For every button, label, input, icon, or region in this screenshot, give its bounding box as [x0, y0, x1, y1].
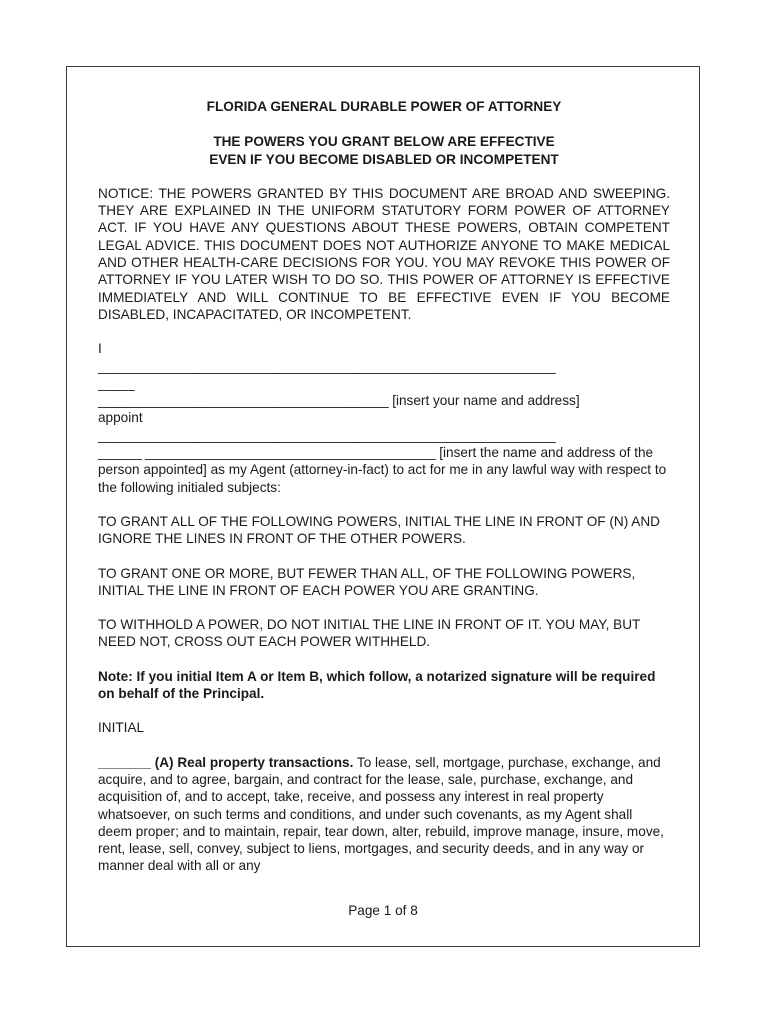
principal-blank-line-1[interactable]: _______________________________________________________________	[98, 358, 556, 374]
document-subtitle-line2: EVEN IF YOU BECOME DISABLED OR INCOMPETENT	[209, 151, 559, 167]
page-footer: Page 1 of 8	[348, 903, 418, 918]
principal-name-line	[98, 392, 670, 409]
agent-insert-note: [insert the name and address of the person appointed] as my Agent (attorney-in-fact) to act for me in any lawful way with respect to the following initialed subjects:	[98, 445, 667, 495]
principal-name-blank[interactable]: ________________________________________	[98, 393, 389, 409]
notary-note: Note: If you initial Item A or Item B, which follow, a notarized signature will be required on behalf of the Principal.	[98, 668, 656, 702]
item-a-text: To lease, sell, mortgage, purchase, exchange, and acquire, and to agree, bargain, and contract for the lease, sale, purchase, exchange, and acquisition of, and to accept, take, receive, and possess any interest in real property whatsoever, on such terms and conditions, and under such covenants, as my Agent shall deem proper; and to maintain, repair, tear down, alter, rebuild, improve manage, insure, move, rent, lease, sell, convey, subject to liens, mortgages, and security deeds, and in any way or manner deal with all or any	[98, 754, 664, 874]
item-a-clip	[98, 754, 670, 874]
instruction-grant-all: TO GRANT ALL OF THE FOLLOWING POWERS, INITIAL THE LINE IN FRONT OF (N) AND IGNORE THE LINES IN FRONT OF THE OTHER POWERS.	[98, 513, 660, 547]
agent-blank-line-1[interactable]: _______________________________________________________________	[98, 427, 556, 443]
document-subtitle-line1: THE POWERS YOU GRANT BELOW ARE EFFECTIVE	[213, 134, 555, 150]
principal-blank-line-2[interactable]: _____	[98, 375, 135, 391]
notice-paragraph: NOTICE: THE POWERS GRANTED BY THIS DOCUMENT ARE BROAD AND SWEEPING. THEY ARE EXPLAINED IN THE UNIFORM STATUTORY FORM POWER OF ATTORNEY ACT. IF YOU HAVE ANY QUESTIONS ABOUT THESE POWERS, OBTAIN COMPETENT LEGAL ADVICE. THIS DOCUMENT DOES NOT AUTHORIZE ANYONE TO MAKE MEDICAL AND OTHER HEALTH-CARE DECISIONS FOR YOU. YOU MAY REVOKE THIS POWER OF ATTORNEY IF YOU LATER WISH TO DO SO. THIS POWER OF ATTORNEY IS EFFECTIVE IMMEDIATELY AND WILL CONTINUE TO BE EFFECTIVE EVEN IF YOU BECOME DISABLED, INCAPACITATED, OR INCOMPETENT.	[98, 185, 670, 322]
item-a-initial-blank[interactable]: _______	[98, 754, 151, 770]
principal-label: I	[98, 341, 102, 357]
instruction-grant-some: TO GRANT ONE OR MORE, BUT FEWER THAN ALL, OF THE FOLLOWING POWERS, INITIAL THE LINE IN FRONT OF EACH POWER YOU ARE GRANTING.	[98, 565, 636, 598]
document-page	[66, 66, 700, 947]
item-a-paragraph	[98, 754, 670, 875]
agent-name-blank[interactable]: ______ ________________________________________	[98, 445, 436, 461]
principal-section	[98, 340, 670, 496]
appoint-label: appoint	[98, 410, 143, 426]
item-a-heading: (A) Real property transactions.	[150, 754, 354, 770]
document-title: FLORIDA GENERAL DURABLE POWER OF ATTORNEY	[206, 99, 562, 114]
instruction-withhold: TO WITHHOLD A POWER, DO NOT INITIAL THE LINE IN FRONT OF IT. YOU MAY, BUT NEED NOT, CROSS OUT EACH POWER WITHHELD.	[98, 617, 641, 650]
document-body	[98, 98, 670, 874]
agent-paragraph	[98, 444, 670, 496]
initial-label: INITIAL	[98, 720, 145, 736]
principal-insert-note: [insert your name and address]	[388, 393, 580, 409]
